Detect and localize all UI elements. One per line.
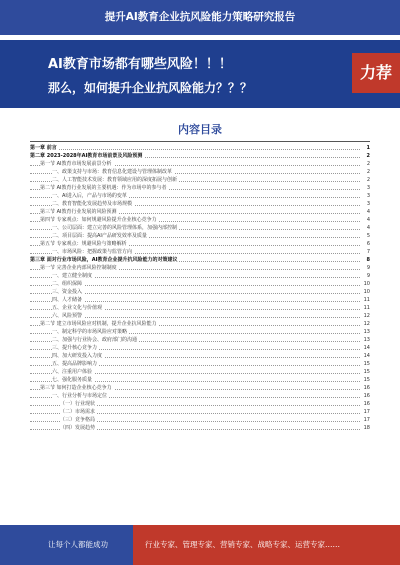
toc-entry[interactable] bbox=[30, 184, 370, 192]
toc-entry[interactable] bbox=[30, 336, 370, 344]
toc-entry[interactable] bbox=[30, 280, 370, 288]
toc-entry[interactable] bbox=[30, 408, 370, 416]
toc-entry-text: 一、政策支持与市场：教育信息化建设与管理体制改革 bbox=[52, 169, 173, 175]
toc-entry[interactable] bbox=[30, 312, 370, 320]
toc-entry-text: 一、公司层面：建立完善的风险管理体系，加强内部控制 bbox=[52, 225, 178, 231]
footer-expert-list bbox=[133, 525, 400, 565]
toc-entry-text: 第二节 AI教育行业发展的主要机遇：作为市场中的参与者 bbox=[40, 185, 167, 191]
toc-entry-text: 二、组织保障 bbox=[52, 281, 83, 287]
toc-entry-text: （一）行业现状 bbox=[60, 401, 96, 407]
toc-entry-text: 七、强化服务质量 bbox=[52, 377, 93, 383]
toc-entry[interactable] bbox=[30, 304, 370, 312]
toc-entry-text: 第三节 AI教育行业发展的风险预测 bbox=[40, 209, 117, 215]
toc-entry-page: 16 bbox=[363, 385, 370, 391]
toc-entry-page: 9 bbox=[366, 273, 370, 279]
toc-entry-page: 10 bbox=[363, 281, 370, 287]
promo-banner bbox=[0, 40, 400, 108]
toc-entry[interactable] bbox=[30, 368, 370, 376]
toc-entry-page: 11 bbox=[363, 305, 370, 311]
toc-entry[interactable] bbox=[30, 216, 370, 224]
toc-entry-text: 第二章 2023-2028年AI教育市场前景及风险预测 bbox=[30, 153, 143, 159]
footer-bar bbox=[0, 525, 400, 565]
toc-entry[interactable] bbox=[30, 344, 370, 352]
toc-entry-page: 12 bbox=[363, 313, 370, 319]
toc-entry-page: 4 bbox=[366, 225, 370, 231]
toc-entry-text: 三、提升核心竞争力 bbox=[52, 345, 98, 351]
toc-entry-page: 13 bbox=[363, 329, 370, 335]
toc-entry-page: 3 bbox=[366, 193, 370, 199]
toc-entry[interactable] bbox=[30, 144, 370, 152]
toc-entry-text: 一、AI进入后，产品与市场的变革 bbox=[52, 193, 127, 199]
toc-entry-text: 第一节 完善企业内部风险控制制度 bbox=[40, 265, 117, 271]
toc-entry-page: 6 bbox=[366, 241, 370, 247]
table-of-contents bbox=[30, 144, 370, 432]
toc-entry-page: 15 bbox=[363, 377, 370, 383]
toc-entry-page: 2 bbox=[366, 161, 370, 167]
toc-entry[interactable] bbox=[30, 272, 370, 280]
toc-entry-text: （二）市场需求 bbox=[60, 409, 96, 415]
toc-entry-page: 4 bbox=[366, 217, 370, 223]
toc-divider bbox=[30, 141, 370, 142]
toc-entry-page: 15 bbox=[363, 369, 370, 375]
toc-entry-page: 16 bbox=[363, 401, 370, 407]
toc-entry-text: 第四节 专家观点：如何规避风险提升企业核心竞争力 bbox=[40, 217, 157, 223]
toc-entry-page: 4 bbox=[366, 209, 370, 215]
toc-entry[interactable] bbox=[30, 264, 370, 272]
toc-entry[interactable] bbox=[30, 160, 370, 168]
toc-entry-text: 第三节 如何打造企业核心竞争力 bbox=[40, 385, 112, 391]
toc-entry-page: 11 bbox=[363, 297, 370, 303]
toc-entry-page: 18 bbox=[363, 425, 370, 431]
toc-entry[interactable] bbox=[30, 296, 370, 304]
toc-entry[interactable] bbox=[30, 168, 370, 176]
toc-entry[interactable] bbox=[30, 240, 370, 248]
toc-entry[interactable] bbox=[30, 384, 370, 392]
report-title: 提升AI教育企业抗风险能力策略研究报告 bbox=[104, 11, 296, 23]
toc-entry[interactable] bbox=[30, 328, 370, 336]
toc-entry[interactable] bbox=[30, 232, 370, 240]
toc-entry-text: 五、企业文化与价值观 bbox=[52, 305, 103, 311]
footer-expert-text: 行业专家、管理专家、营销专家、战略专家、运营专家…… bbox=[145, 540, 340, 549]
toc-entry-page: 10 bbox=[363, 289, 370, 295]
toc-entry[interactable] bbox=[30, 256, 370, 264]
toc-entry-page: 16 bbox=[363, 393, 370, 399]
toc-entry[interactable] bbox=[30, 400, 370, 408]
toc-entry-page: 1 bbox=[366, 145, 370, 151]
toc-title: 内容目录 bbox=[178, 123, 222, 136]
toc-entry-page: 2 bbox=[366, 177, 370, 183]
toc-entry-text: 第三章 面对行业市场风险，AI教育企业提升抗风险能力的对策建议 bbox=[30, 257, 178, 263]
recommend-badge: 力荐 bbox=[352, 53, 400, 93]
toc-entry[interactable] bbox=[30, 424, 370, 432]
toc-entry[interactable] bbox=[30, 360, 370, 368]
toc-entry-text: 二、项目层面：提高AI产品研发效率及质量 bbox=[52, 233, 147, 239]
toc-entry[interactable] bbox=[30, 208, 370, 216]
toc-entry-text: 第一章 前言 bbox=[30, 145, 57, 151]
toc-entry-text: 第二节 建立市场风险应对机制，提升企业抗风险能力 bbox=[40, 321, 157, 327]
toc-entry-text: 五、提高品牌影响力 bbox=[52, 361, 98, 367]
toc-entry[interactable] bbox=[30, 392, 370, 400]
toc-entry[interactable] bbox=[30, 152, 370, 160]
toc-entry-page: 8 bbox=[366, 257, 370, 263]
toc-entry-text: 二、加强与行业协会、政府部门的沟通 bbox=[52, 337, 138, 343]
toc-entry[interactable] bbox=[30, 192, 370, 200]
footer-slogan: 让每个人都能成功 bbox=[48, 540, 108, 549]
toc-entry-text: 四、人才储备 bbox=[52, 297, 83, 303]
toc-entry-text: 六、注重用户体验 bbox=[52, 369, 93, 375]
toc-entry-page: 3 bbox=[366, 201, 370, 207]
toc-entry-text: 三、资金投入 bbox=[52, 289, 83, 295]
toc-entry[interactable] bbox=[30, 288, 370, 296]
toc-entry-text: 第一节 AI教育市场发展前景分析 bbox=[40, 161, 112, 167]
toc-entry-page: 3 bbox=[366, 185, 370, 191]
toc-entry-page: 14 bbox=[363, 345, 370, 351]
toc-entry-page: 2 bbox=[366, 169, 370, 175]
toc-entry-page: 9 bbox=[366, 265, 370, 271]
toc-entry[interactable] bbox=[30, 176, 370, 184]
banner-subheadline: 那么，如何提升企业抗风险能力？？？ bbox=[48, 81, 253, 95]
toc-entry-text: 二、教育智能化发展趋势及市场规模 bbox=[52, 201, 133, 207]
toc-entry-page: 5 bbox=[366, 233, 370, 239]
toc-entry-text: 一、市场风险：把握政策与监管方向 bbox=[52, 249, 133, 255]
toc-entry-text: （四）发展趋势 bbox=[60, 425, 96, 431]
toc-entry-text: 一、行业分析与市场定位 bbox=[52, 393, 108, 399]
toc-entry-page: 2 bbox=[366, 153, 370, 159]
toc-entry-text: 四、加大研发投入力度 bbox=[52, 353, 103, 359]
toc-entry-text: 第五节 专家观点：规避风险与策略解析 bbox=[40, 241, 127, 247]
toc-entry-page: 13 bbox=[363, 337, 370, 343]
toc-entry-text: （三）竞争格局 bbox=[60, 417, 96, 423]
toc-leader-dots bbox=[30, 149, 360, 150]
toc-entry[interactable] bbox=[30, 352, 370, 360]
toc-entry-page: 14 bbox=[363, 353, 370, 359]
toc-entry[interactable] bbox=[30, 200, 370, 208]
toc-entry[interactable] bbox=[30, 248, 370, 256]
toc-entry-page: 12 bbox=[363, 321, 370, 327]
toc-entry[interactable] bbox=[30, 416, 370, 424]
banner-headline: AI教育市场都有哪些风险！！！ bbox=[48, 57, 232, 72]
toc-entry-page: 7 bbox=[366, 249, 370, 255]
toc-entry[interactable] bbox=[30, 224, 370, 232]
toc-entry-text: 六、风险预警 bbox=[52, 313, 83, 319]
toc-entry-page: 17 bbox=[363, 417, 370, 423]
report-header-bar bbox=[0, 0, 400, 35]
toc-entry-text: 一、制定科学的市场风险应对策略 bbox=[52, 329, 128, 335]
toc-entry-text: 二、人工智能技术发展：教育领域应用的深度拓展与创新 bbox=[52, 177, 178, 183]
toc-entry[interactable] bbox=[30, 320, 370, 328]
toc-entry-page: 17 bbox=[363, 409, 370, 415]
toc-entry[interactable] bbox=[30, 376, 370, 384]
toc-entry-page: 15 bbox=[363, 361, 370, 367]
toc-entry-text: 一、建立健全制度 bbox=[52, 273, 93, 279]
